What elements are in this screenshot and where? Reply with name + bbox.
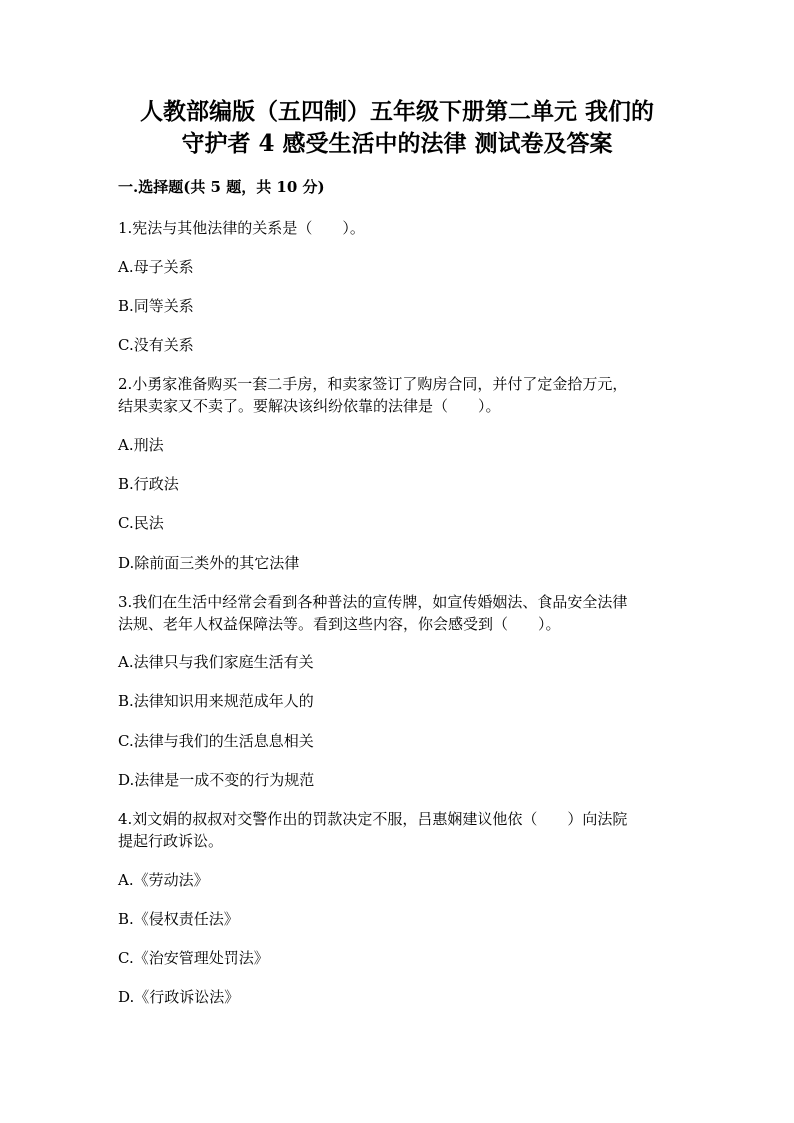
question-4-option-b: B.《侵权责任法》 [118,910,239,928]
question-2-stem-line-1: 2.小勇家准备购买一套二手房，和卖家签订了购房合同，并付了定金拾万元， [118,375,628,393]
question-4-option-a: A.《劳动法》 [118,871,209,889]
question-3-option-d: D.法律是一成不变的行为规范 [118,771,315,789]
question-1-option-a: A.母子关系 [118,258,194,276]
question-4-option-d: D.《行政诉讼法》 [118,988,240,1006]
question-3-option-a: A.法律只与我们家庭生活有关 [118,653,314,671]
question-2-option-a: A.刑法 [118,436,164,454]
document-title-line-1: 人教部编版（五四制）五年级下册第二单元 我们的 [139,98,654,125]
question-3-stem-line-2: 法规、老年人权益保障法等。看到这些内容，你会感受到（ ）。 [118,615,561,633]
question-2-option-c: C.民法 [118,514,164,532]
question-4-stem-line-2: 提起行政诉讼。 [118,832,224,850]
question-3-option-c: C.法律与我们的生活息息相关 [118,732,314,750]
question-1-stem: 1.宪法与其他法律的关系是（ ）。 [118,219,365,237]
question-3-option-b: B.法律知识用来规范成年人的 [118,692,314,710]
question-2-option-b: B.行政法 [118,475,179,493]
question-1-option-b: B.同等关系 [118,297,194,315]
question-4-option-c: C.《治安管理处罚法》 [118,949,269,967]
question-4-stem-line-1: 4.刘文娟的叔叔对交警作出的罚款决定不服，吕惠娴建议他依（ ）向法院 [118,810,628,828]
question-1-option-c: C.没有关系 [118,336,194,354]
question-2-option-d: D.除前面三类外的其它法律 [118,554,300,572]
question-2-stem-line-2: 结果卖家又不卖了。要解决该纠纷依靠的法律是（ ）。 [118,397,501,415]
document-title-line-2: 守护者 4 感受生活中的法律 测试卷及答案 [181,130,613,157]
section-heading: 一.选择题(共 5 题，共 10 分) [118,178,325,196]
question-3-stem-line-1: 3.我们在生活中经常会看到各种普法的宣传牌，如宣传婚姻法、食品安全法律 [118,593,628,611]
